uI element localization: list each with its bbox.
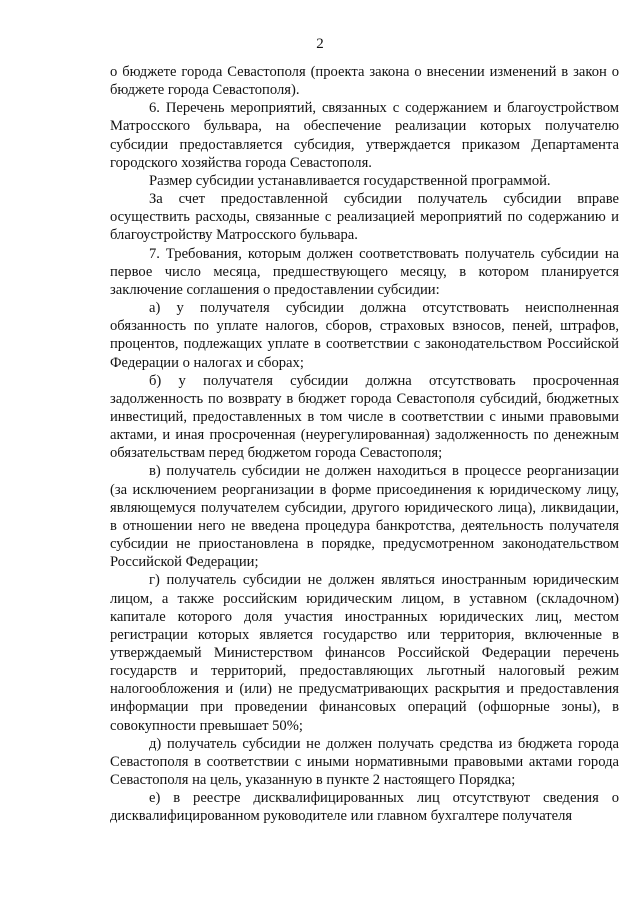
- paragraph-item-6: 6. Перечень мероприятий, связанных с содержанием и благоустройством Матросского бульвара, на обеспечение реализации которых получателю субсидии предоставляется субсидия, утверждается приказом Департамента городского хозяйства города Севастополя.: [110, 100, 619, 171]
- paragraph-requirement-e: е) в реестре дисквалифицированных лиц отсутствуют сведения о дисквалифицированном руководителе или главном бухгалтере получателя: [110, 790, 619, 825]
- paragraph-requirement-v: в) получатель субсидии не должен находиться в процессе реорганизации (за исключением реорганизации в форме присоединения к юридическому лицу, являющемуся получателем субсидии, другого юридического лица), ликвидации, в отношении него не введена процедура банкротства, деятельность получателя субсидии не приостановлена в порядке, предусмотренном законодательством Российской Федерации;: [110, 463, 619, 571]
- paragraph-requirement-d: д) получатель субсидии не должен получать средства из бюджета города Севастополя в соответствии с иными нормативными правовыми актами города Севастополя на цель, указанную в пункте 2 настоящего Порядка;: [110, 735, 619, 789]
- paragraph-requirement-a: а) у получателя субсидии должна отсутствовать неисполненная обязанность по уплате налогов, сборов, страховых взносов, пеней, штрафов, процентов, подлежащих уплате в соответствии с законодательством Российской Федерации о налогах и сборах;: [110, 300, 619, 371]
- paragraph-subsidy-amount: Размер субсидии устанавливается государственной программой.: [149, 172, 551, 189]
- paragraph-subsidy-expenses: За счет предоставленной субсидии получатель субсидии вправе осуществить расходы, связанные с реализацией мероприятий по содержанию и благоустройству Матросского бульвара.: [110, 191, 619, 244]
- document-body: [110, 63, 619, 826]
- paragraph-requirement-g: г) получатель субсидии не должен являться иностранным юридическим лицом, а также российским юридическим лицом, в уставном (складочном) капитале которого доля участия иностранных юридических лиц, местом регистрации которых является государство или территория, включенные в утверждаемый Министерством финансов Российской Федерации перечень государств и территорий, предоставляющих льготный налоговый режим налогообложения и (или) не предусматривающих раскрытия и предоставления информации при проведении финансовых операций (офшорные зоны), в совокупности превышает 50%;: [110, 572, 619, 734]
- paragraph-requirement-b: б) у получателя субсидии должна отсутствовать просроченная задолженность по возврату в бюджет города Севастополя субсидий, бюджетных инвестиций, предоставленных в том числе в соответствии с иными правовыми актами, и иная просроченная (неурегулированная) задолженность по денежным обязательствам перед бюджетом города Севастополя;: [110, 372, 619, 462]
- page-number: 2: [316, 36, 324, 52]
- paragraph-item-7: 7. Требования, которым должен соответствовать получатель субсидии на первое число месяца, предшествующего месяцу, в котором планируется заключение соглашения о предоставлении субсидии:: [110, 245, 619, 298]
- paragraph-budget-law-continuation: о бюджете города Севастополя (проекта закона о внесении изменений в закон о бюджете города Севастополя).: [110, 64, 619, 99]
